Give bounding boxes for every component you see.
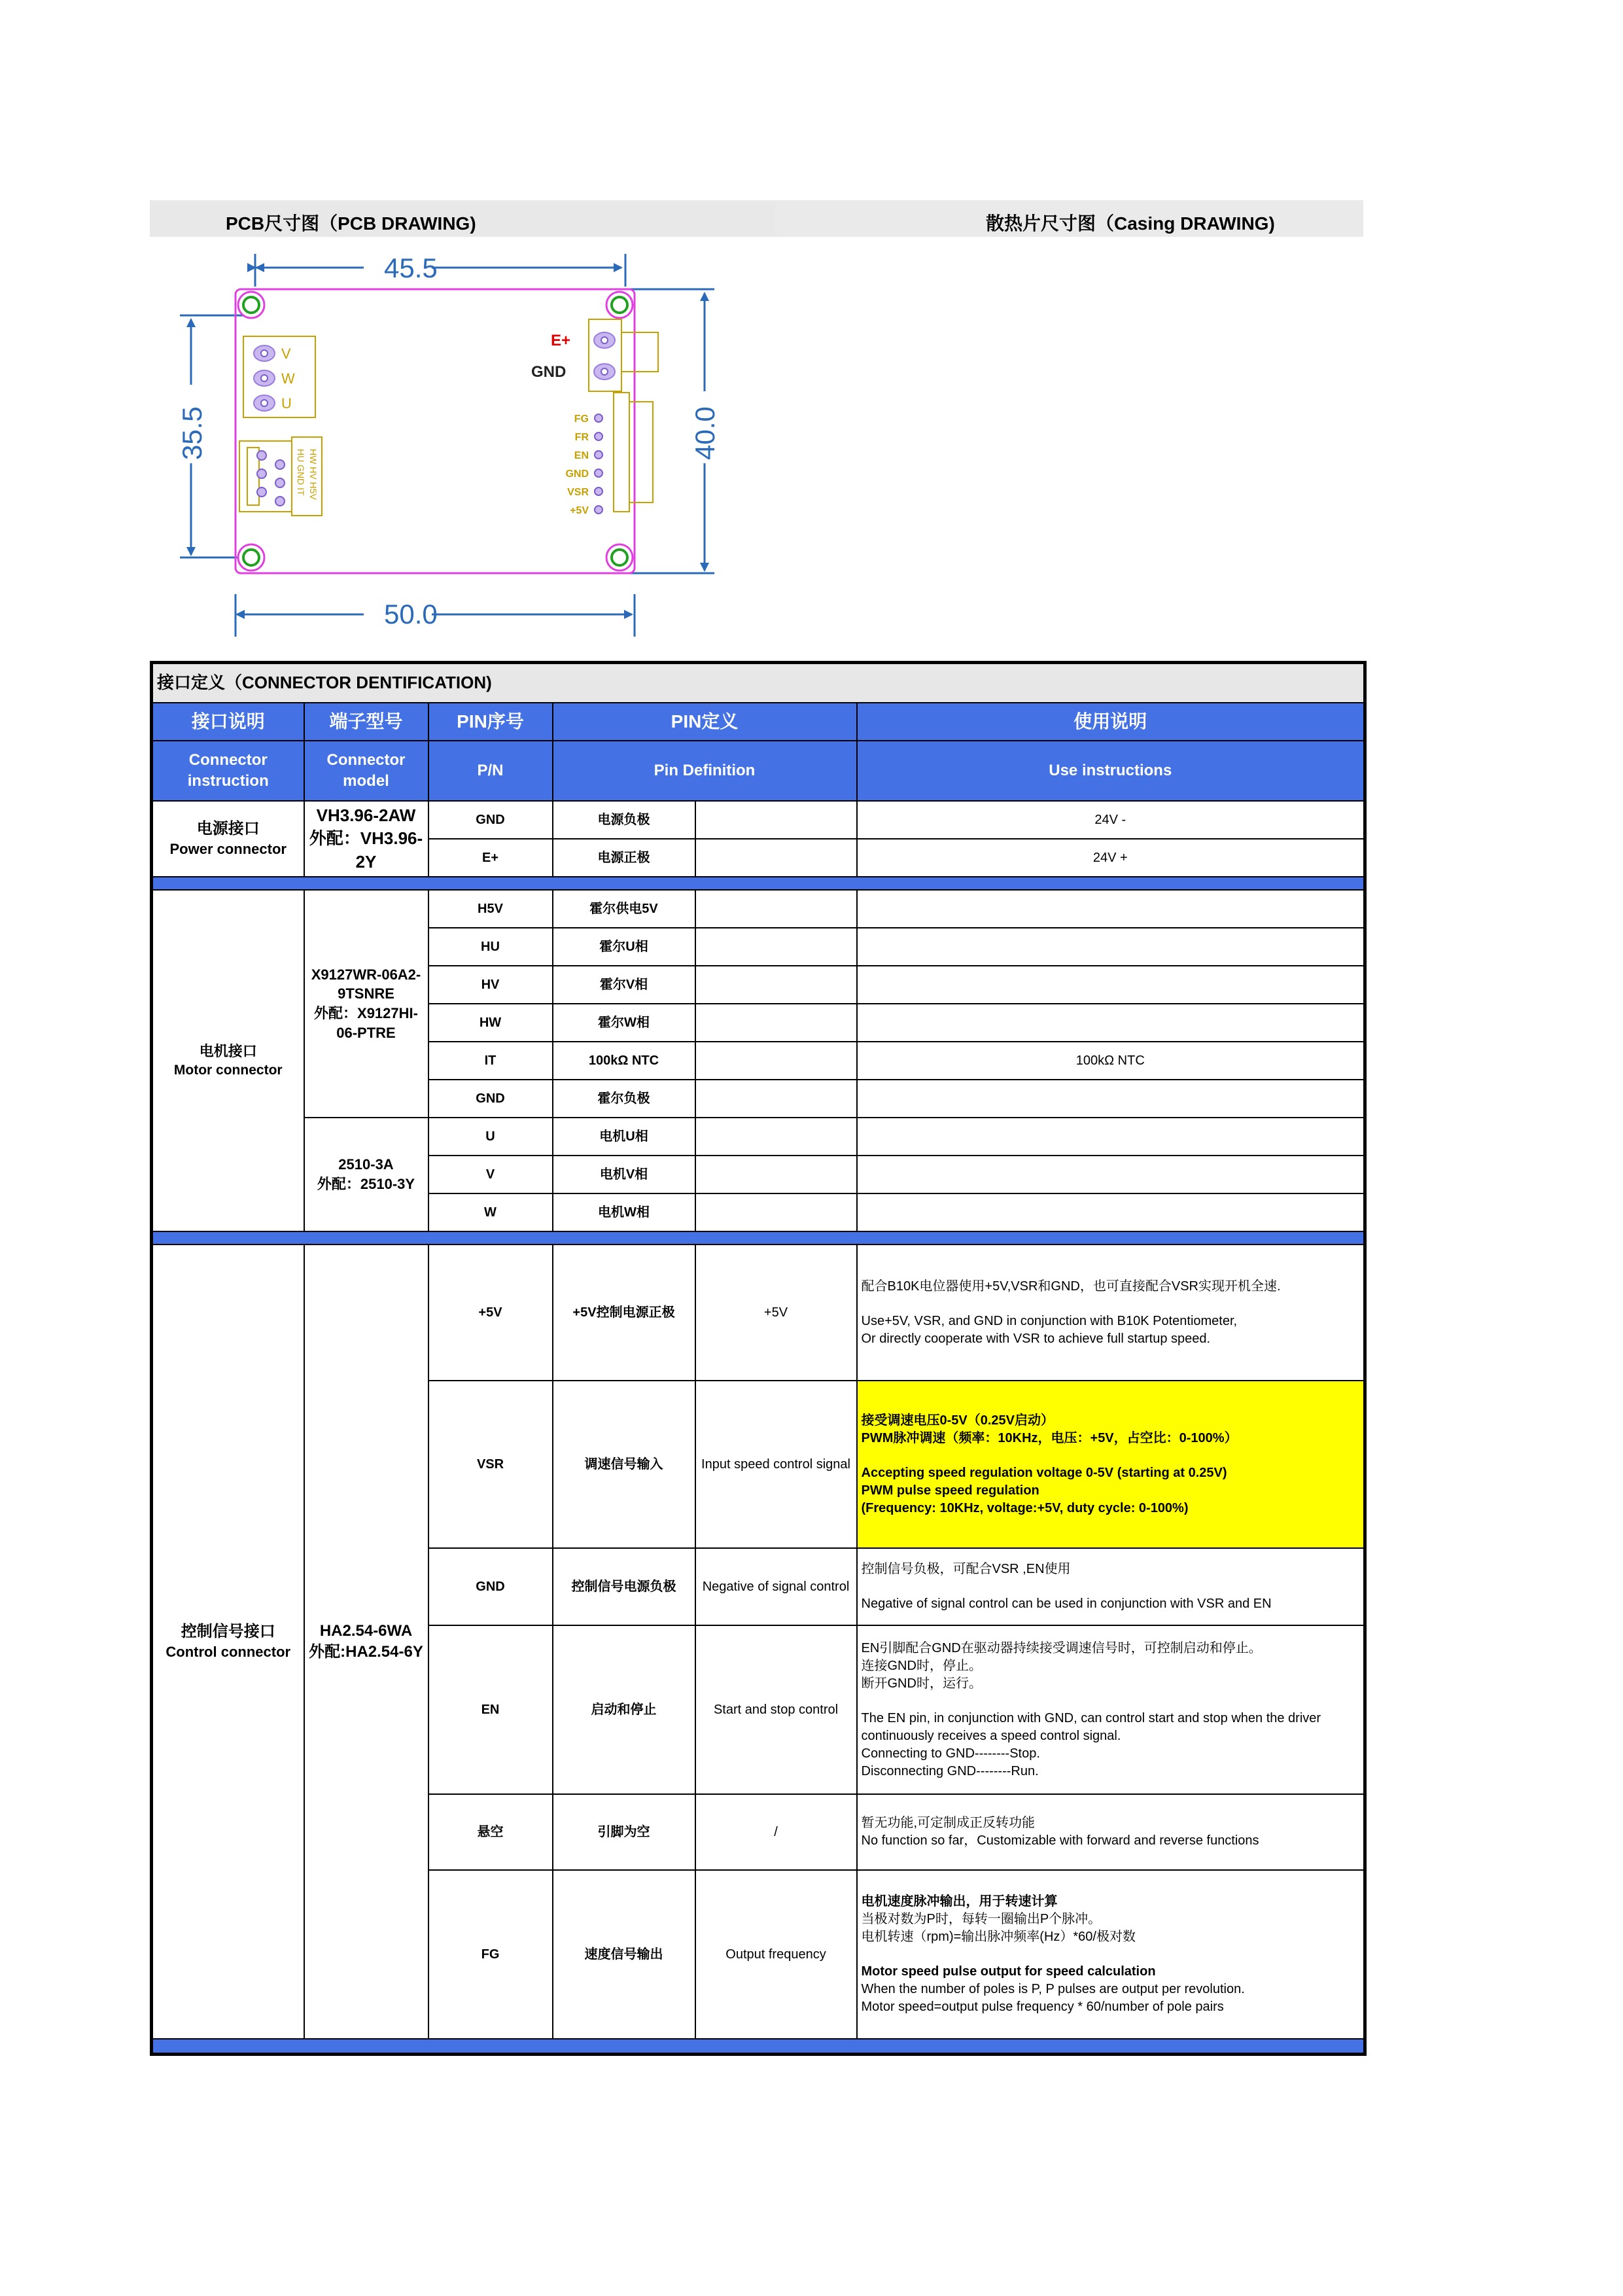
pin-def-cell: 电机U相 xyxy=(553,1118,695,1156)
pin-cell: H5V xyxy=(428,890,553,928)
pin-cell: VSR xyxy=(428,1381,553,1548)
use-cell: 100kΩ NTC xyxy=(857,1042,1365,1080)
pin-def-cell: 电机V相 xyxy=(553,1156,695,1193)
pin-def-en-cell xyxy=(695,839,857,877)
col-header-pin: PIN序号 xyxy=(428,703,553,741)
use-cell: 暂无功能,可定制成正反转功能 No function so far，Customizable with forward and reverse functions xyxy=(857,1794,1365,1870)
pin-def-en-cell: Input speed control signal xyxy=(695,1381,857,1548)
pin-cell: +5V xyxy=(428,1245,553,1381)
header-row-en xyxy=(152,741,1365,801)
section-separator xyxy=(152,2039,1365,2055)
mounting-holes xyxy=(238,292,633,571)
pin-def-cell: 霍尔负极 xyxy=(553,1080,695,1118)
pin-def-cell: 调速信号输入 xyxy=(553,1381,695,1548)
col-header-connector-en: Connector instruction xyxy=(152,741,304,801)
pin-def-cell: 电机W相 xyxy=(553,1193,695,1231)
power-connector-model: VH3.96-2AW 外配：VH3.96-2Y xyxy=(304,801,428,877)
pin-def-cell: 引脚为空 xyxy=(553,1794,695,1870)
pin-cell: GND xyxy=(428,1548,553,1625)
col-header-pin-def-en: Pin Definition xyxy=(553,741,857,801)
ctrl-label-fg: FG xyxy=(574,414,589,425)
power-connector xyxy=(531,319,658,391)
pin-def-en-cell: Negative of signal control xyxy=(695,1548,857,1625)
pin-def-cell: 启动和停止 xyxy=(553,1625,695,1794)
pin-cell: U xyxy=(428,1118,553,1156)
pin-cell: 悬空 xyxy=(428,1794,553,1870)
pin-def-cell: 电源正极 xyxy=(553,839,695,877)
use-cell xyxy=(857,1193,1365,1231)
use-cell: 电机速度脉冲输出，用于转速计算 当极对数为P时，每转一圈输出P个脉冲。 电机转速（rpm)=输出脉冲频率(Hz）*60/极对数 Motor speed pulse output for speed calculation When the number of poles is P, P pulses are output per revolution. Motor speed=output pulse frequency * 60/number of pole pairs xyxy=(857,1870,1365,2039)
section-separator xyxy=(152,1231,1365,1245)
pin-cell: W xyxy=(428,1193,553,1231)
casing-drawing-title: 散热片尺寸图（Casing DRAWING) xyxy=(986,213,1275,234)
phase-label-u: U xyxy=(281,395,292,412)
table-row xyxy=(152,1118,1365,1156)
pin-def-en-cell xyxy=(695,801,857,839)
use-cell: 24V - xyxy=(857,801,1365,839)
motor-connector-name: 电机接口 Motor connector xyxy=(152,890,304,1231)
col-header-pin-def: PIN定义 xyxy=(553,703,857,741)
phase-label-v: V xyxy=(281,345,291,362)
use-cell xyxy=(857,890,1365,928)
pin-def-cell: 速度信号输出 xyxy=(553,1870,695,2039)
pin-def-en-cell: +5V xyxy=(695,1245,857,1381)
dim-right-label: 40.0 xyxy=(689,406,720,460)
pin-def-en-cell: Start and stop control xyxy=(695,1625,857,1794)
pin-def-cell: 电源负极 xyxy=(553,801,695,839)
pin-cell: HU xyxy=(428,928,553,966)
motor-hall-model: X9127WR-06A2-9TSNRE 外配：X9127HI-06-PTRE xyxy=(304,890,428,1118)
use-cell xyxy=(857,928,1365,966)
col-header-use-en: Use instructions xyxy=(857,741,1365,801)
pin-cell: IT xyxy=(428,1042,553,1080)
pcb-dimension-drawing xyxy=(170,241,746,646)
ctrl-label-gnd: GND xyxy=(565,468,589,480)
ctrl-label-5v: +5V xyxy=(570,505,589,516)
power-connector-name: 电源接口 Power connector xyxy=(152,801,304,877)
use-cell: 24V + xyxy=(857,839,1365,877)
control-connector-model: HA2.54-6WA 外配:HA2.54-6Y xyxy=(304,1245,428,2039)
col-header-pin-en: P/N xyxy=(428,741,553,801)
col-header-use: 使用说明 xyxy=(857,703,1365,741)
ctrl-label-vsr: VSR xyxy=(567,487,589,498)
pin-cell: HV xyxy=(428,966,553,1004)
pin-def-cell: 霍尔V相 xyxy=(553,966,695,1004)
motor-phase-model: 2510-3A 外配：2510-3Y xyxy=(304,1118,428,1231)
pin-def-en-cell xyxy=(695,1080,857,1118)
col-header-connector: 接口说明 xyxy=(152,703,304,741)
table-row xyxy=(152,890,1365,928)
pin-cell: EN xyxy=(428,1625,553,1794)
pin-def-cell: 霍尔U相 xyxy=(553,928,695,966)
table-section-title: 接口定义（CONNECTOR DENTIFICATION) xyxy=(152,663,1365,703)
header-row-cn xyxy=(152,703,1365,741)
hall-connector xyxy=(239,437,322,516)
table-row xyxy=(152,1245,1365,1381)
table-row xyxy=(152,801,1365,839)
use-cell: 配合B10K电位器使用+5V,VSR和GND，也可直接配合VSR实现开机全速. Use+5V, VSR, and GND in conjunction with B10K Potentiometer, Or directly cooperate with VSR to achieve full startup speed. xyxy=(857,1245,1365,1381)
dim-bottom-label: 50.0 xyxy=(384,599,438,629)
pin-def-en-cell xyxy=(695,890,857,928)
dim-top-label: 45.5 xyxy=(384,253,438,283)
ctrl-label-en: EN xyxy=(574,450,589,461)
motor-phase-connector xyxy=(243,336,315,417)
pin-def-cell: 100kΩ NTC xyxy=(553,1042,695,1080)
pin-def-cell: +5V控制电源正极 xyxy=(553,1245,695,1381)
pin-cell: V xyxy=(428,1156,553,1193)
use-cell xyxy=(857,1004,1365,1042)
use-cell: EN引脚配合GND在驱动器持续接受调速信号时，可控制启动和停止。 连接GND时，停止。 断开GND时，运行。 The EN pin, in conjunction with GND, can control start and stop when the driver continuously receives a speed control signal. Connecting to GND--------Stop. Disconnecting GND--------Run. xyxy=(857,1625,1365,1794)
connector-table xyxy=(150,661,1367,2056)
pin-cell: FG xyxy=(428,1870,553,2039)
pcb-outline xyxy=(236,289,635,573)
use-cell xyxy=(857,1156,1365,1193)
pin-cell: GND xyxy=(428,801,553,839)
hall-label-1: HU GND IT xyxy=(296,449,306,496)
power-label-epos: E+ xyxy=(551,332,571,349)
pin-def-en-cell xyxy=(695,1156,857,1193)
pin-def-en-cell xyxy=(695,1193,857,1231)
ctrl-label-fr: FR xyxy=(574,432,589,443)
pin-cell: E+ xyxy=(428,839,553,877)
dim-left-label: 35.5 xyxy=(177,406,207,460)
pin-def-en-cell xyxy=(695,928,857,966)
pin-def-cell: 控制信号电源负极 xyxy=(553,1548,695,1625)
col-header-model: 端子型号 xyxy=(304,703,428,741)
use-cell xyxy=(857,966,1365,1004)
control-connector-name: 控制信号接口 Control connector xyxy=(152,1245,304,2039)
pin-def-en-cell: / xyxy=(695,1794,857,1870)
use-cell xyxy=(857,1080,1365,1118)
pcb-drawing-title: PCB尺寸图（PCB DRAWING) xyxy=(226,213,476,234)
phase-label-w: W xyxy=(281,370,295,387)
pin-def-cell: 霍尔W相 xyxy=(553,1004,695,1042)
col-header-model-en: Connector model xyxy=(304,741,428,801)
pin-cell: GND xyxy=(428,1080,553,1118)
use-cell-highlighted: 接受调速电压0-5V（0.25V启动） PWM脉冲调速（频率：10KHz，电压：+5V，占空比：0-100%） Accepting speed regulation voltage 0-5V (starting at 0.25V) PWM pulse speed regulation (Frequency: 10KHz, voltage:+5V, duty cycle: 0-100%) xyxy=(857,1381,1365,1548)
use-cell xyxy=(857,1118,1365,1156)
pin-cell: HW xyxy=(428,1004,553,1042)
use-cell: 控制信号负极，可配合VSR ,EN使用 Negative of signal control can be used in conjunction with VSR and EN xyxy=(857,1548,1365,1625)
hall-label-2: HW HV H5V xyxy=(308,449,319,500)
pin-def-en-cell: Output frequency xyxy=(695,1870,857,2039)
section-separator xyxy=(152,877,1365,890)
power-label-gnd: GND xyxy=(531,363,567,381)
pin-def-en-cell xyxy=(695,1004,857,1042)
control-connector xyxy=(565,393,653,516)
pin-def-en-cell xyxy=(695,1042,857,1080)
pin-def-en-cell xyxy=(695,966,857,1004)
pin-def-en-cell xyxy=(695,1118,857,1156)
pin-def-cell: 霍尔供电5V xyxy=(553,890,695,928)
